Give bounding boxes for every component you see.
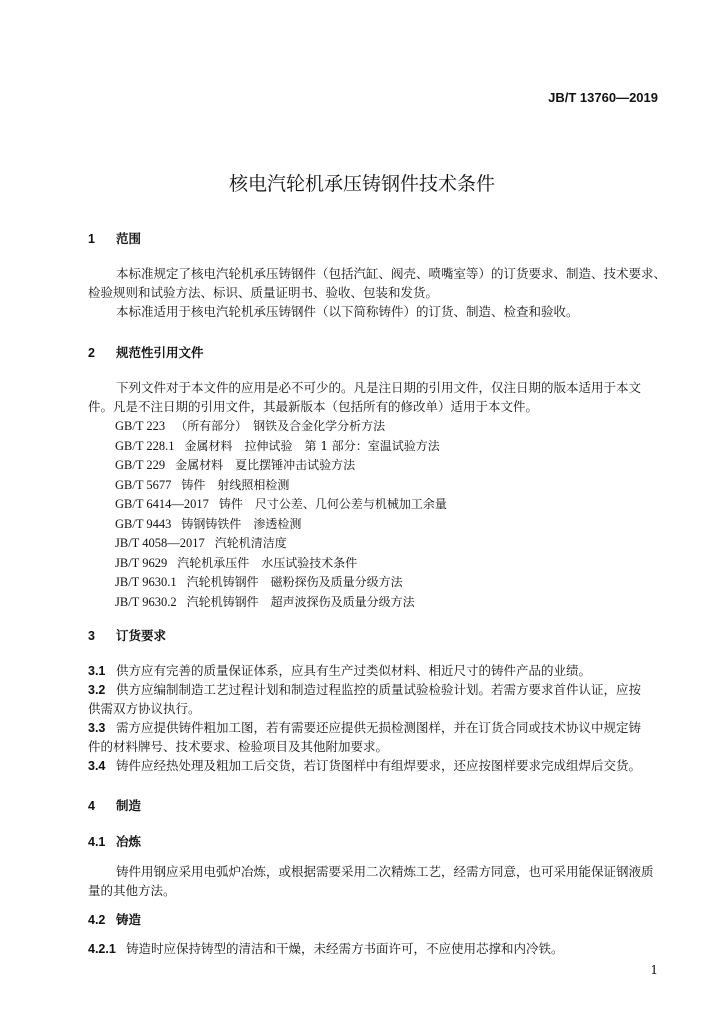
- reference-item: [115, 593, 415, 612]
- reference-item: [115, 437, 440, 456]
- section-1-para-1-line-2: 检验规则和试验方法、标识、质量证明书、验收、包装和发货。: [88, 285, 439, 300]
- reference-code: JB/T 9629: [115, 555, 168, 570]
- clause-4-2-heading: 4.2 铸造: [88, 912, 142, 927]
- reference-item: [115, 495, 447, 514]
- section-1-para-2: 本标准适用于核电汽轮机承压铸钢件（以下简称铸件）的订货、制造、检查和验收。: [116, 304, 579, 319]
- reference-title: 铸钢铸铁件 渗透检测: [181, 516, 302, 531]
- reference-title: 汽轮机清洁度: [214, 536, 287, 550]
- reference-item: [115, 554, 357, 573]
- reference-title: 汽轮机承压件 水压试验技术条件: [177, 555, 358, 570]
- clause-3-3-line-2: 件的材料牌号、技术要求、检验项目及其他附加要求。: [88, 739, 389, 754]
- reference-title: 金属材料 拉伸试验 第 1 部分：室温试验方法: [184, 438, 440, 453]
- clause-4-1-para-line-1: 铸件用钢应采用电弧炉冶炼，或根据需要采用二次精炼工艺，经需方同意，也可采用能保证钢液质: [116, 864, 654, 879]
- reference-code: GB/T 5677: [115, 477, 172, 492]
- section-2-heading: 2 规范性引用文件: [88, 345, 204, 360]
- reference-item: [115, 534, 287, 553]
- reference-title: 汽轮机铸钢件 超声波探伤及质量分级方法: [186, 594, 415, 609]
- document-title: 核电汽轮机承压铸钢件技术条件: [228, 173, 495, 195]
- reference-title: 汽轮机铸钢件 磁粉探伤及质量分级方法: [186, 575, 403, 589]
- section-3-heading: 3 订货要求: [88, 628, 167, 643]
- clause-3-4: 3.4 铸件应经热处理及粗加工后交货，若订货图样中有组焊要求，还应按图样要求完成组焊后交货。: [88, 758, 642, 773]
- clause-3-1: 3.1 供方应有完善的质量保证体系，应具有生产过类似材料、相近尺寸的铸件产品的业绩。: [88, 663, 592, 678]
- reference-code: GB/T 223: [115, 419, 166, 433]
- clause-4-1-heading: 4.1 冶炼: [88, 834, 142, 849]
- page-number: 1: [650, 963, 658, 977]
- reference-item: [115, 456, 355, 475]
- reference-title: （所有部分） 钢铁及合金化学分析方法: [175, 419, 386, 433]
- clause-3-2-line-1: 3.2 供方应编制制造工艺过程计划和制造过程监控的质量试验检验计划。若需方要求首件认证，应按: [88, 682, 642, 697]
- reference-code: GB/T 229: [115, 458, 166, 472]
- reference-title: 金属材料 夏比摆锤冲击试验方法: [175, 458, 356, 472]
- reference-title: 铸件 尺寸公差、几何公差与机械加工余量: [218, 497, 447, 511]
- section-2-para-line-1: 下列文件对于本文件的应用是必不可少的。凡是注日期的引用文件，仅注日期的版本适用于本文: [116, 380, 642, 395]
- clause-3-2-line-2: 供需双方协议执行。: [88, 701, 201, 716]
- reference-item: [115, 573, 403, 592]
- clause-4-1-para-line-2: 量的其他方法。: [88, 883, 176, 898]
- reference-code: JB/T 4058—2017: [115, 536, 205, 550]
- standard-number: JB/T 13760—2019: [548, 90, 658, 105]
- section-4-heading: 4 制造: [88, 798, 142, 813]
- section-1-para-1-line-1: 本标准规定了核电汽轮机承压铸钢件（包括汽缸、阀壳、喷嘴室等）的订货要求、制造、技术要求、: [116, 266, 667, 281]
- clause-4-2-1: 4.2.1 铸造时应保持铸型的清洁和干燥，未经需方书面许可，不应使用芯撑和内冷铁。: [88, 941, 564, 956]
- reference-code: JB/T 9630.1: [115, 575, 177, 589]
- reference-item: [115, 417, 385, 436]
- reference-code: GB/T 6414—2017: [115, 497, 209, 511]
- reference-item: [115, 515, 301, 534]
- section-1-heading: 1 范围: [88, 231, 142, 246]
- clause-3-3-line-1: 3.3 需方应提供铸件粗加工图，若有需要还应提供无损检测图样，并在订货合同或技术协议中规定铸: [88, 720, 642, 735]
- reference-item: [115, 476, 289, 495]
- reference-code: GB/T 228.1: [115, 438, 175, 453]
- reference-code: JB/T 9630.2: [115, 594, 177, 609]
- reference-code: GB/T 9443: [115, 516, 172, 531]
- section-2-para-line-2: 件。凡是不注日期的引用文件，其最新版本（包括所有的修改单）适用于本文件。: [88, 399, 539, 414]
- reference-title: 铸件 射线照相检测: [181, 477, 290, 492]
